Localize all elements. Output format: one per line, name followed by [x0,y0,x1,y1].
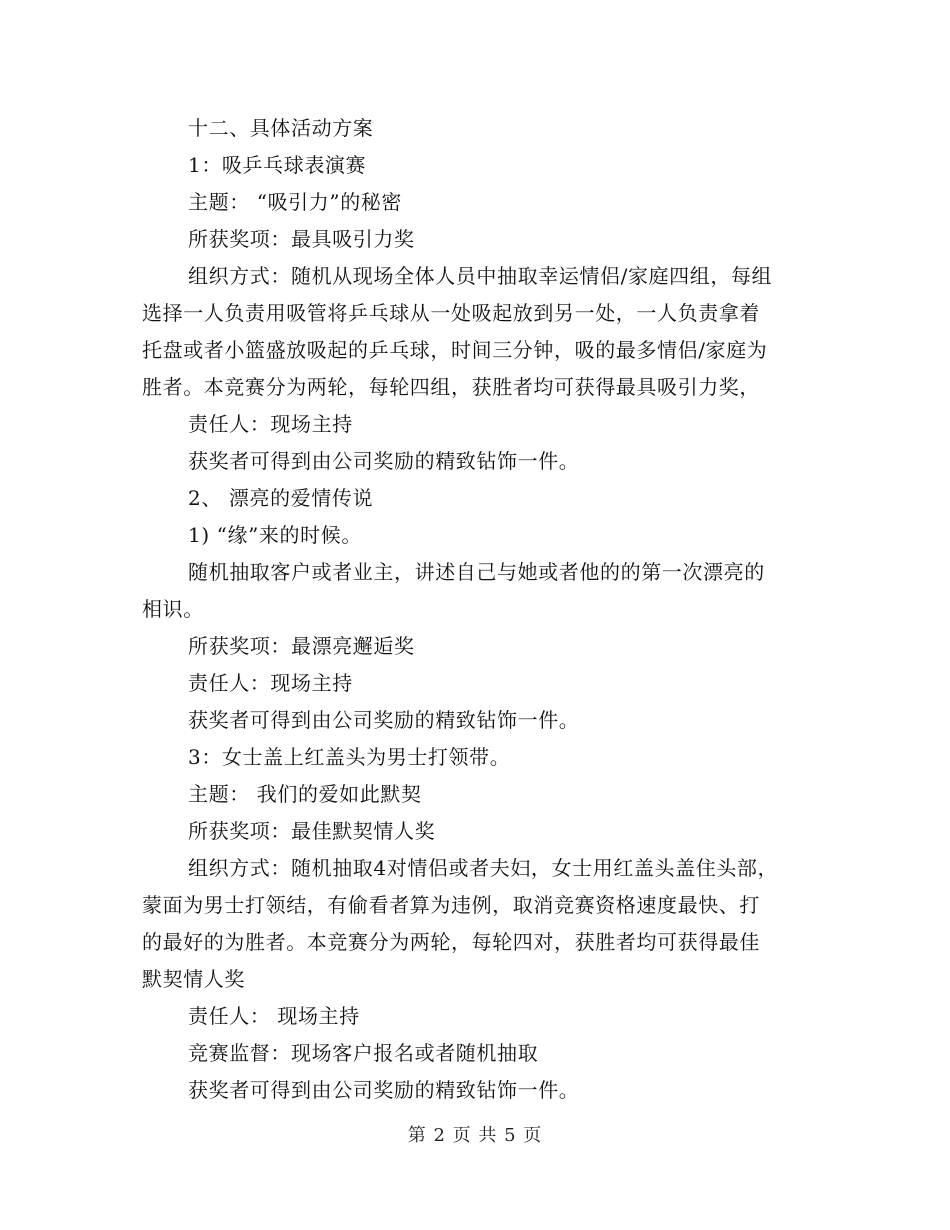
page-footer: 第 2 页 共 5 页 [407,1125,543,1146]
activity-1-responsible: 责任人：现场主持 [188,412,353,436]
activity-title-1: 1：吸乒乓球表演赛 [188,153,367,177]
activity-2-award: 所获奖项：最漂亮邂逅奖 [188,634,415,658]
activity-2-responsible: 责任人：现场主持 [188,671,353,695]
activity-1-method-line-4: 胜者。本竞赛分为两轮，每轮四组，获胜者均可获得最具吸引力奖， [142,375,760,399]
activity-3-supervision: 竞赛监督：现场客户报名或者随机抽取 [188,1041,539,1065]
activity-1-theme: 主题： “吸引力”的秘密 [188,190,403,214]
section-heading: 十二、具体活动方案 [188,116,374,140]
activity-1-method-line-3: 托盘或者小篮盛放吸起的乒乓球，时间三分钟，吸的最多情侣/家庭为 [142,338,768,362]
document-body [142,110,810,1109]
activity-1-method-line-1: 组织方式：随机从现场全体人员中抽取幸运情侣/家庭四组，每组 [188,264,773,288]
activity-3-method-line-4: 默契情人奖 [142,967,245,991]
activity-3-responsible: 责任人： 现场主持 [188,1004,360,1028]
activity-3-award: 所获奖项：最佳默契情人奖 [188,819,436,843]
activity-3-method-line-3: 的最好的为胜者。本竞赛分为两轮，每轮四对，获胜者均可获得最佳 [142,930,760,954]
activity-2-description-line-1: 随机抽取客户或者业主，讲述自己与她或者他的的第一次漂亮的 [188,560,765,584]
activity-2-prize: 获奖者可得到由公司奖励的精致钻饰一件。 [188,708,580,732]
activity-1-award: 所获奖项：最具吸引力奖 [188,227,415,251]
activity-1-method-line-2: 选择一人负责用吸管将乒乓球从一处吸起放到另一处，一人负责拿着 [142,301,760,325]
activity-3-method-line-1: 组织方式：随机抽取4对情侣或者夫妇，女士用红盖头盖住头部， [188,856,779,880]
activity-3-method-line-2: 蒙面为男士打领结，有偷看者算为违例，取消竞赛资格速度最快、打 [142,893,760,917]
activity-title-3: 3：女士盖上红盖头为男士打领带。 [188,745,511,769]
activity-2-subtitle: 1) “缘”来的时候。 [188,523,362,547]
activity-title-2: 2、 漂亮的爱情传说 [188,486,374,510]
activity-3-prize: 获奖者可得到由公司奖励的精致钻饰一件。 [188,1078,580,1102]
activity-2-description-line-2: 相识。 [142,597,204,621]
activity-1-prize: 获奖者可得到由公司奖励的精致钻饰一件。 [188,449,580,473]
activity-3-theme: 主题： 我们的爱如此默契 [188,782,422,806]
